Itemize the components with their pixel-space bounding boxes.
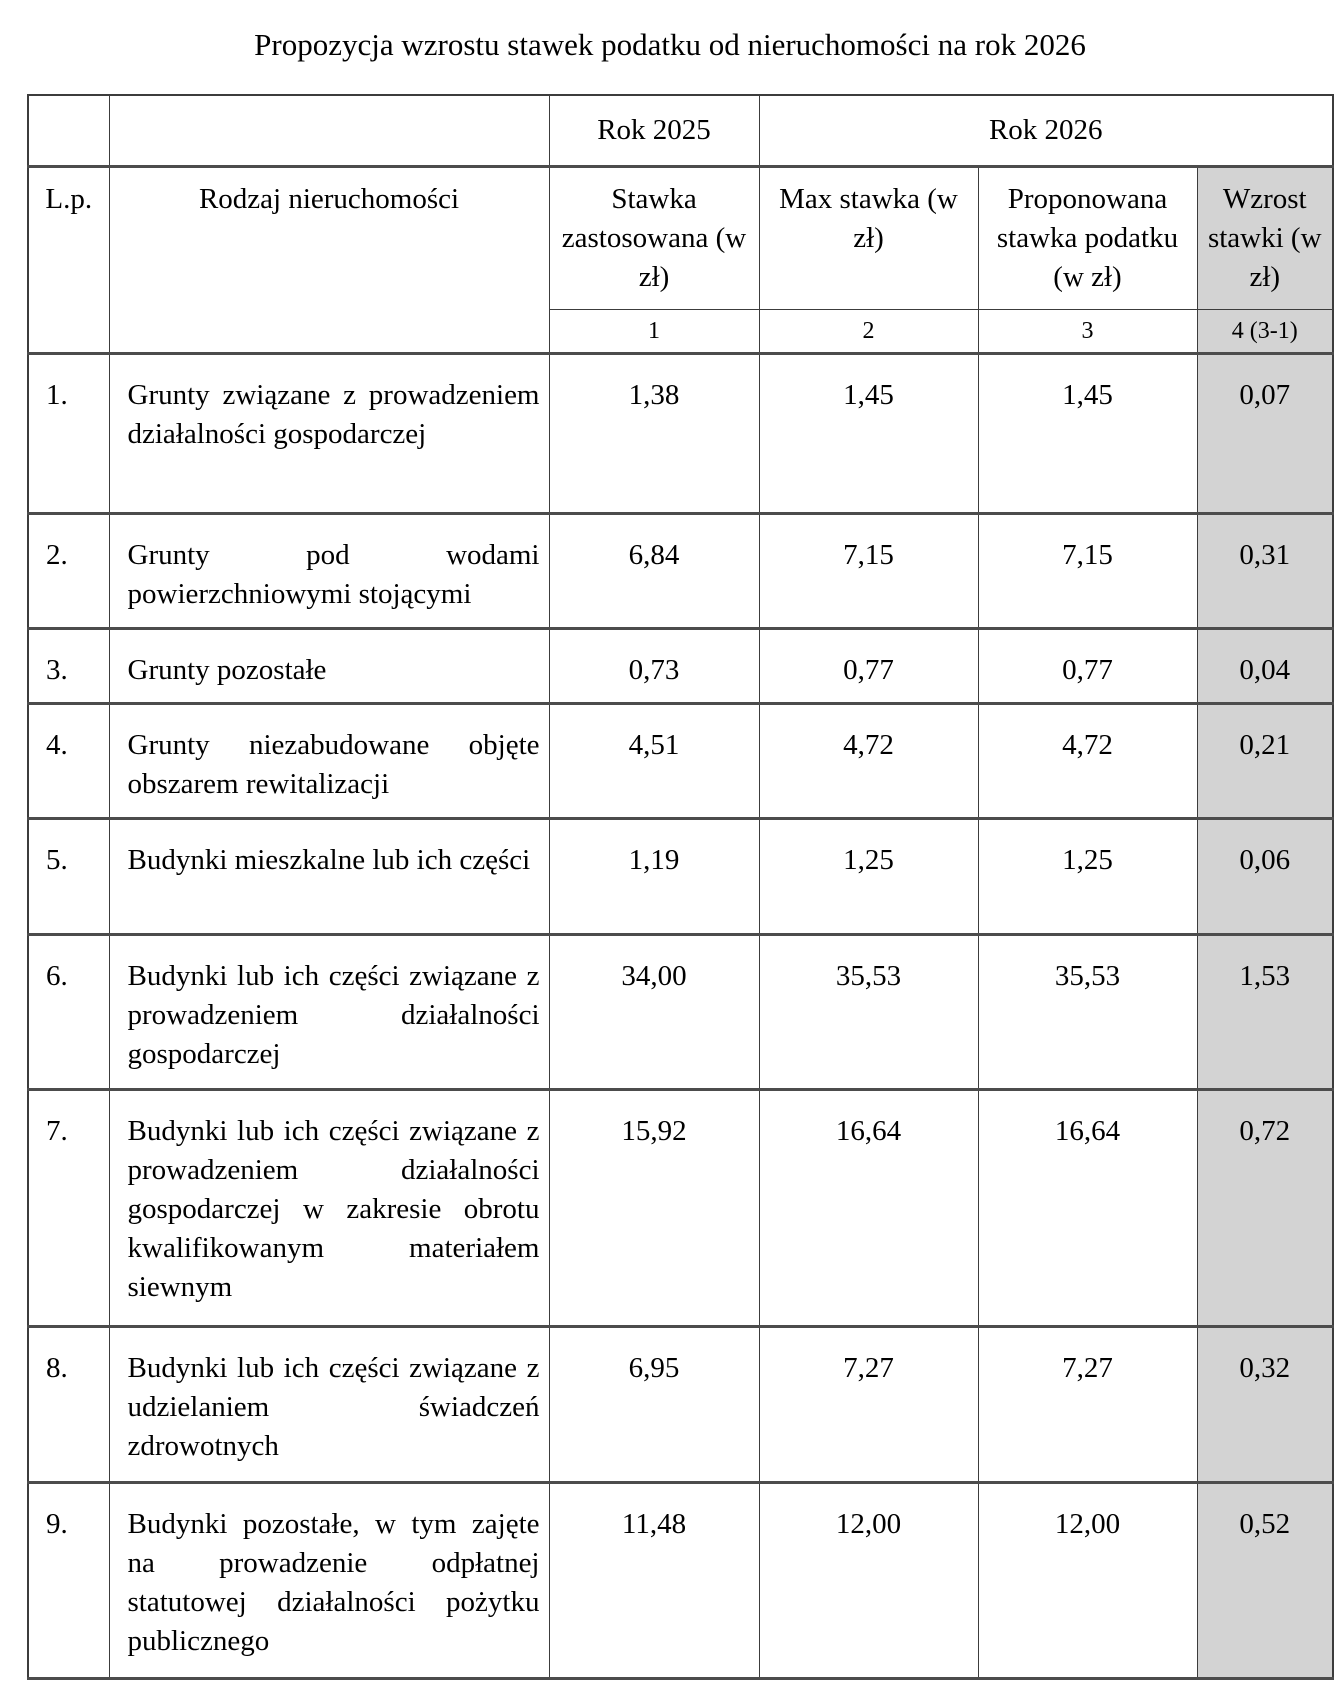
applied-rate-column-header: Stawka zastosowana (w zł) (549, 166, 759, 309)
table-row (28, 513, 1333, 628)
table-row (28, 1089, 1333, 1326)
proposed-rate-cell: 7,15 (978, 513, 1197, 628)
max-rate-cell: 16,64 (759, 1089, 978, 1326)
applied-rate-cell: 34,00 (549, 934, 759, 1089)
table-row (28, 1482, 1333, 1678)
rate-increase-cell: 0,07 (1197, 353, 1333, 513)
applied-rate-cell: 15,92 (549, 1089, 759, 1326)
rate-increase-cell: 0,21 (1197, 703, 1333, 818)
property-name-cell: Grunty pod wodami powierzchniowymi stojącymi (109, 513, 549, 628)
property-name-cell: Budynki lub ich części związane z udzielaniem świadczeń zdrowotnych (109, 1326, 549, 1482)
proposed-rate-cell: 12,00 (978, 1482, 1197, 1678)
table-row (28, 353, 1333, 513)
property-name-cell: Budynki mieszkalne lub ich części (109, 818, 549, 934)
rate-increase-cell: 0,32 (1197, 1326, 1333, 1482)
max-rate-cell: 35,53 (759, 934, 978, 1089)
max-rate-cell: 7,15 (759, 513, 978, 628)
applied-rate-cell: 11,48 (549, 1482, 759, 1678)
applied-rate-cell: 1,38 (549, 353, 759, 513)
max-rate-cell: 1,45 (759, 353, 978, 513)
property-name-cell: Budynki lub ich części związane z prowadzeniem działalności gospodarczej (109, 934, 549, 1089)
column-header-row (28, 166, 1333, 309)
rate-increase-cell: 1,53 (1197, 934, 1333, 1089)
proposed-rate-cell: 1,25 (978, 818, 1197, 934)
table-row (28, 934, 1333, 1089)
empty-cell (109, 95, 549, 166)
lp-cell: 5. (28, 818, 109, 934)
column-number-3: 3 (978, 309, 1197, 353)
applied-rate-cell: 6,95 (549, 1326, 759, 1482)
proposed-rate-cell: 16,64 (978, 1089, 1197, 1326)
lp-cell: 6. (28, 934, 109, 1089)
proposed-rate-cell: 7,27 (978, 1326, 1197, 1482)
year-header-row (28, 95, 1333, 166)
rate-increase-cell: 0,72 (1197, 1089, 1333, 1326)
proposed-rate-cell: 1,45 (978, 353, 1197, 513)
applied-rate-cell: 0,73 (549, 628, 759, 703)
proposed-rate-cell: 0,77 (978, 628, 1197, 703)
proposed-rate-cell: 4,72 (978, 703, 1197, 818)
lp-cell: 1. (28, 353, 109, 513)
table-row (28, 628, 1333, 703)
applied-rate-cell: 6,84 (549, 513, 759, 628)
rate-increase-cell: 0,06 (1197, 818, 1333, 934)
table-row (28, 818, 1333, 934)
property-name-cell: Grunty pozostałe (109, 628, 549, 703)
lp-cell: 9. (28, 1482, 109, 1678)
max-rate-column-header: Max stawka (w zł) (759, 166, 978, 309)
max-rate-cell: 0,77 (759, 628, 978, 703)
lp-cell: 3. (28, 628, 109, 703)
applied-rate-cell: 1,19 (549, 818, 759, 934)
max-rate-cell: 1,25 (759, 818, 978, 934)
property-name-cell: Grunty związane z prowadzeniem działalności gospodarczej (109, 353, 549, 513)
property-name-cell: Budynki pozostałe, w tym zajęte na prowadzenie odpłatnej statutowej działalności pożytku publicznego (109, 1482, 549, 1678)
max-rate-cell: 7,27 (759, 1326, 978, 1482)
applied-rate-cell: 4,51 (549, 703, 759, 818)
property-type-column-header: Rodzaj nieruchomości (109, 166, 549, 353)
lp-cell: 8. (28, 1326, 109, 1482)
property-name-cell: Budynki lub ich części związane z prowadzeniem działalności gospodarczej w zakresie obrotu kwalifikowanym materiałem siewnym (109, 1089, 549, 1326)
max-rate-cell: 12,00 (759, 1482, 978, 1678)
max-rate-cell: 4,72 (759, 703, 978, 818)
year-2025-header: Rok 2025 (549, 95, 759, 166)
rate-increase-cell: 0,04 (1197, 628, 1333, 703)
column-number-2: 2 (759, 309, 978, 353)
page-title: Propozycja wzrostu stawek podatku od nieruchomości na rok 2026 (254, 27, 1086, 62)
year-2026-header: Rok 2026 (759, 95, 1333, 166)
proposed-rate-cell: 35,53 (978, 934, 1197, 1089)
table-row (28, 1326, 1333, 1482)
lp-cell: 2. (28, 513, 109, 628)
rate-increase-cell: 0,52 (1197, 1482, 1333, 1678)
empty-cell (28, 95, 109, 166)
proposed-rate-column-header: Proponowana stawka podatku (w zł) (978, 166, 1197, 309)
lp-column-header: L.p. (28, 166, 109, 353)
lp-cell: 4. (28, 703, 109, 818)
column-number-1: 1 (549, 309, 759, 353)
rate-increase-cell: 0,31 (1197, 513, 1333, 628)
tax-rates-table (27, 94, 1334, 1680)
table-row (28, 703, 1333, 818)
property-name-cell: Grunty niezabudowane objęte obszarem rewitalizacji (109, 703, 549, 818)
rate-increase-column-header: Wzrost stawki (w zł) (1197, 166, 1333, 309)
lp-cell: 7. (28, 1089, 109, 1326)
column-number-4: 4 (3-1) (1197, 309, 1333, 353)
